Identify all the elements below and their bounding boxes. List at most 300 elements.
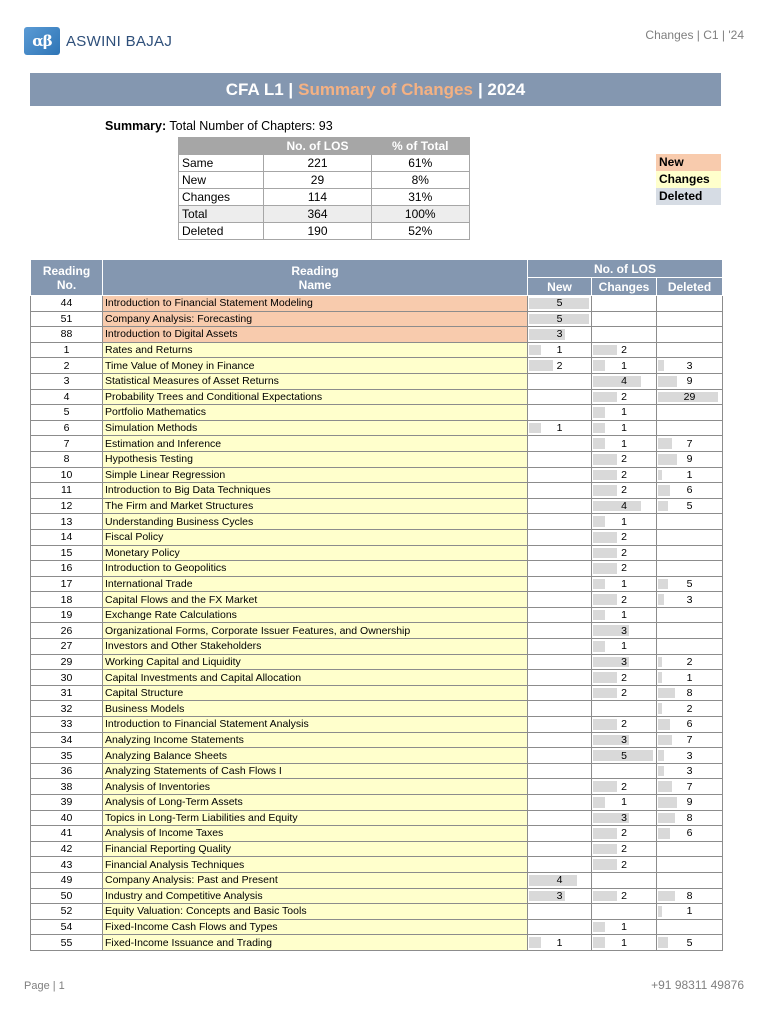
phone-number: +91 98311 49876 xyxy=(651,978,744,992)
los-deleted-value: 9 xyxy=(686,375,693,388)
reading-no: 15 xyxy=(31,545,103,561)
los-new-cell xyxy=(528,670,592,686)
table-row xyxy=(31,717,723,733)
logo-text: ASWINI BAJAJ xyxy=(66,32,173,50)
los-deleted-cell xyxy=(657,670,723,686)
los-deleted-cell xyxy=(657,342,723,358)
los-new-cell xyxy=(528,561,592,577)
reading-name: Statistical Measures of Asset Returns xyxy=(103,373,528,389)
reading-name: Introduction to Financial Statement Modeling xyxy=(103,296,528,312)
los-new-cell xyxy=(528,576,592,592)
data-bar xyxy=(529,937,541,948)
reading-no: 40 xyxy=(31,810,103,826)
los-new-value: 4 xyxy=(556,874,563,887)
summary-percent: 52% xyxy=(371,223,469,240)
los-new-cell xyxy=(528,763,592,779)
los-changes-cell xyxy=(592,514,657,530)
los-new-value: 3 xyxy=(556,328,563,341)
los-changes-cell xyxy=(592,607,657,623)
table-row xyxy=(31,919,723,935)
table-row xyxy=(31,514,723,530)
los-deleted-value: 3 xyxy=(686,749,693,762)
los-deleted-cell xyxy=(657,498,723,514)
table-row xyxy=(31,389,723,405)
summary-category: Deleted xyxy=(179,223,264,240)
los-new-cell xyxy=(528,607,592,623)
los-changes-cell xyxy=(592,576,657,592)
los-deleted-cell xyxy=(657,405,723,421)
los-changes-cell xyxy=(592,467,657,483)
los-changes-cell xyxy=(592,826,657,842)
color-legend xyxy=(656,154,721,205)
los-deleted-cell xyxy=(657,483,723,499)
los-deleted-value: 6 xyxy=(686,718,693,731)
los-changes-cell xyxy=(592,654,657,670)
los-deleted-cell xyxy=(657,592,723,608)
reading-no: 8 xyxy=(31,451,103,467)
los-changes-cell xyxy=(592,327,657,343)
los-deleted-cell xyxy=(657,545,723,561)
los-new-value: 1 xyxy=(556,936,563,949)
data-bar xyxy=(658,594,664,605)
los-changes-value: 3 xyxy=(621,624,627,637)
reading-name: Analysis of Long-Term Assets xyxy=(103,795,528,811)
summary-percent: 61% xyxy=(371,155,469,172)
reading-no: 55 xyxy=(31,935,103,951)
los-deleted-cell xyxy=(657,639,723,655)
summary-header xyxy=(179,138,264,155)
reading-name: Estimation and Inference xyxy=(103,436,528,452)
los-deleted-value: 6 xyxy=(686,484,693,497)
reading-name: Introduction to Geopolitics xyxy=(103,561,528,577)
reading-name: Investors and Other Stakeholders xyxy=(103,639,528,655)
los-new-cell xyxy=(528,732,592,748)
data-bar xyxy=(593,937,605,948)
reading-name: Monetary Policy xyxy=(103,545,528,561)
data-bar xyxy=(658,828,670,839)
los-deleted-cell xyxy=(657,420,723,436)
logo-mark-icon: αβ xyxy=(24,27,60,55)
los-changes-cell xyxy=(592,795,657,811)
reading-name: Financial Analysis Techniques xyxy=(103,857,528,873)
data-bar xyxy=(658,766,664,777)
table-row xyxy=(31,748,723,764)
table-row xyxy=(31,763,723,779)
los-deleted-cell xyxy=(657,872,723,888)
los-deleted-cell xyxy=(657,748,723,764)
los-changes-value: 2 xyxy=(621,390,627,403)
los-changes-value: 2 xyxy=(621,468,627,481)
reading-no: 31 xyxy=(31,685,103,701)
los-deleted-value: 1 xyxy=(686,468,693,481)
los-new-cell xyxy=(528,748,592,764)
los-changes-value: 1 xyxy=(621,921,627,934)
los-changes-value: 2 xyxy=(621,827,627,840)
table-row xyxy=(31,592,723,608)
data-bar xyxy=(658,454,677,465)
los-deleted-value: 9 xyxy=(686,453,693,466)
los-changes-cell xyxy=(592,701,657,717)
los-new-cell xyxy=(528,623,592,639)
data-bar xyxy=(593,610,605,621)
los-changes-cell xyxy=(592,670,657,686)
los-new-cell xyxy=(528,888,592,904)
reading-name: Capital Flows and the FX Market xyxy=(103,592,528,608)
los-new-cell xyxy=(528,685,592,701)
los-changes-value: 1 xyxy=(621,640,627,653)
data-bar xyxy=(658,672,662,683)
los-new-cell xyxy=(528,358,592,374)
los-new-cell xyxy=(528,467,592,483)
los-new-cell xyxy=(528,826,592,842)
header-changes: Changes xyxy=(592,278,657,296)
reading-no: 14 xyxy=(31,529,103,545)
los-new-cell xyxy=(528,420,592,436)
reading-no: 35 xyxy=(31,748,103,764)
legend-item-changes: Changes xyxy=(656,171,721,188)
los-new-cell xyxy=(528,779,592,795)
data-bar xyxy=(658,891,675,902)
los-changes-cell xyxy=(592,342,657,358)
summary-table xyxy=(178,137,470,240)
los-changes-value: 2 xyxy=(621,718,627,731)
los-new-cell xyxy=(528,327,592,343)
data-bar xyxy=(658,376,677,387)
los-deleted-value: 5 xyxy=(686,500,693,513)
reading-no: 16 xyxy=(31,561,103,577)
table-row xyxy=(31,935,723,951)
summary-los: 114 xyxy=(264,189,371,206)
reading-name: Equity Valuation: Concepts and Basic Tools xyxy=(103,904,528,920)
reading-no: 50 xyxy=(31,888,103,904)
data-bar xyxy=(593,548,617,559)
summary-row xyxy=(179,206,470,223)
los-changes-cell xyxy=(592,311,657,327)
reading-no: 52 xyxy=(31,904,103,920)
reading-name: Industry and Competitive Analysis xyxy=(103,888,528,904)
data-bar xyxy=(593,360,605,371)
los-changes-cell xyxy=(592,405,657,421)
data-bar xyxy=(593,376,641,387)
reading-no: 33 xyxy=(31,717,103,733)
los-changes-cell xyxy=(592,904,657,920)
reading-name: The Firm and Market Structures xyxy=(103,498,528,514)
reading-name: Analyzing Statements of Cash Flows I xyxy=(103,763,528,779)
reading-no: 4 xyxy=(31,389,103,405)
table-row xyxy=(31,904,723,920)
reading-name: Financial Reporting Quality xyxy=(103,841,528,857)
table-row xyxy=(31,561,723,577)
los-changes-cell xyxy=(592,592,657,608)
table-row xyxy=(31,358,723,374)
data-bar xyxy=(593,407,605,418)
los-changes-cell xyxy=(592,498,657,514)
data-bar xyxy=(658,750,664,761)
data-bar xyxy=(658,797,677,808)
table-row xyxy=(31,623,723,639)
los-new-value: 5 xyxy=(556,297,563,310)
summary-header: % of Total xyxy=(371,138,469,155)
los-changes-cell xyxy=(592,296,657,312)
table-row xyxy=(31,639,723,655)
data-bar xyxy=(593,781,617,792)
header-no-of-los: No. of LOS xyxy=(528,260,723,278)
table-row xyxy=(31,857,723,873)
los-changes-cell xyxy=(592,420,657,436)
data-bar xyxy=(658,813,675,824)
reading-no: 17 xyxy=(31,576,103,592)
brand-logo xyxy=(24,27,172,55)
los-deleted-value: 5 xyxy=(686,936,693,949)
reading-name: Fixed-Income Cash Flows and Types xyxy=(103,919,528,935)
reading-name: Portfolio Mathematics xyxy=(103,405,528,421)
los-changes-cell xyxy=(592,888,657,904)
reading-no: 5 xyxy=(31,405,103,421)
table-row xyxy=(31,888,723,904)
reading-no: 41 xyxy=(31,826,103,842)
summary-category: Same xyxy=(179,155,264,172)
los-new-value: 1 xyxy=(556,344,563,357)
data-bar xyxy=(658,657,662,668)
data-bar xyxy=(593,454,617,465)
los-changes-value: 1 xyxy=(621,577,627,590)
los-deleted-cell xyxy=(657,654,723,670)
reading-no: 18 xyxy=(31,592,103,608)
data-bar xyxy=(529,875,577,886)
los-new-cell xyxy=(528,342,592,358)
los-new-cell xyxy=(528,373,592,389)
reading-name: Simple Linear Regression xyxy=(103,467,528,483)
los-changes-value: 2 xyxy=(621,858,627,871)
reading-name: Simulation Methods xyxy=(103,420,528,436)
header-tag: Changes | C1 | '24 xyxy=(645,28,744,42)
data-bar xyxy=(593,392,617,403)
summary-row xyxy=(179,172,470,189)
title-part1: CFA L1 | xyxy=(225,79,294,99)
los-deleted-cell xyxy=(657,311,723,327)
los-changes-cell xyxy=(592,779,657,795)
summary-label: Summary: xyxy=(105,119,167,133)
los-deleted-value: 3 xyxy=(686,593,693,606)
reading-no: 7 xyxy=(31,436,103,452)
data-bar xyxy=(658,937,668,948)
summary-los: 29 xyxy=(264,172,371,189)
los-deleted-cell xyxy=(657,779,723,795)
los-deleted-value: 1 xyxy=(686,671,693,684)
los-deleted-cell xyxy=(657,389,723,405)
data-bar xyxy=(593,859,617,870)
table-row xyxy=(31,779,723,795)
reading-name: Analyzing Income Statements xyxy=(103,732,528,748)
reading-no: 3 xyxy=(31,373,103,389)
reading-no: 49 xyxy=(31,872,103,888)
los-new-cell xyxy=(528,436,592,452)
los-deleted-cell xyxy=(657,561,723,577)
los-deleted-cell xyxy=(657,857,723,873)
los-deleted-cell xyxy=(657,935,723,951)
reading-name: Company Analysis: Past and Present xyxy=(103,872,528,888)
data-bar xyxy=(658,719,670,730)
los-deleted-cell xyxy=(657,373,723,389)
los-deleted-value: 8 xyxy=(686,687,693,700)
header-reading-no: Reading No. xyxy=(31,260,103,296)
summary-los: 190 xyxy=(264,223,371,240)
table-row xyxy=(31,841,723,857)
table-row xyxy=(31,654,723,670)
los-changes-cell xyxy=(592,841,657,857)
los-changes-value: 2 xyxy=(621,453,627,466)
reading-name: Rates and Returns xyxy=(103,342,528,358)
los-deleted-value: 2 xyxy=(686,702,693,715)
table-row xyxy=(31,420,723,436)
los-deleted-cell xyxy=(657,529,723,545)
table-row xyxy=(31,467,723,483)
los-new-cell xyxy=(528,405,592,421)
reading-name: Organizational Forms, Corporate Issuer Features, and Ownership xyxy=(103,623,528,639)
los-new-cell xyxy=(528,857,592,873)
los-changes-value: 2 xyxy=(621,889,627,902)
data-bar xyxy=(593,501,641,512)
reading-name: Understanding Business Cycles xyxy=(103,514,528,530)
los-changes-value: 2 xyxy=(621,562,627,575)
data-bar xyxy=(658,688,675,699)
reading-name: Fixed-Income Issuance and Trading xyxy=(103,935,528,951)
title-part3: | 2024 xyxy=(477,79,526,99)
los-deleted-value: 2 xyxy=(686,655,693,668)
table-row xyxy=(31,795,723,811)
reading-no: 19 xyxy=(31,607,103,623)
los-changes-cell xyxy=(592,935,657,951)
reading-no: 36 xyxy=(31,763,103,779)
los-new-cell xyxy=(528,810,592,826)
table-row xyxy=(31,607,723,623)
los-new-cell xyxy=(528,451,592,467)
los-changes-cell xyxy=(592,763,657,779)
los-deleted-value: 9 xyxy=(686,796,693,809)
summary-los: 221 xyxy=(264,155,371,172)
los-changes-value: 2 xyxy=(621,344,627,357)
reading-name: Probability Trees and Conditional Expectations xyxy=(103,389,528,405)
summary-row xyxy=(179,189,470,206)
los-changes-cell xyxy=(592,529,657,545)
los-deleted-value: 29 xyxy=(683,390,696,403)
los-new-cell xyxy=(528,311,592,327)
reading-no: 32 xyxy=(31,701,103,717)
data-bar xyxy=(529,345,541,356)
data-bar xyxy=(593,672,617,683)
los-new-cell xyxy=(528,514,592,530)
los-deleted-cell xyxy=(657,732,723,748)
los-new-cell xyxy=(528,389,592,405)
reading-no: 38 xyxy=(31,779,103,795)
data-bar xyxy=(593,345,617,356)
summary-los: 364 xyxy=(264,206,371,223)
los-changes-value: 2 xyxy=(621,546,627,559)
data-bar xyxy=(658,501,668,512)
reading-no: 26 xyxy=(31,623,103,639)
los-changes-cell xyxy=(592,483,657,499)
los-changes-value: 1 xyxy=(621,437,627,450)
table-row xyxy=(31,701,723,717)
data-bar xyxy=(593,594,617,605)
los-deleted-cell xyxy=(657,296,723,312)
reading-no: 10 xyxy=(31,467,103,483)
data-bar xyxy=(593,922,605,933)
los-changes-value: 1 xyxy=(621,796,627,809)
los-deleted-value: 7 xyxy=(686,733,693,746)
los-changes-cell xyxy=(592,872,657,888)
data-bar xyxy=(593,423,605,434)
data-bar xyxy=(658,470,662,481)
los-changes-value: 4 xyxy=(621,375,627,388)
summary-row xyxy=(179,155,470,172)
los-new-cell xyxy=(528,935,592,951)
legend-item-new: New xyxy=(656,154,721,171)
table-row xyxy=(31,810,723,826)
los-changes-value: 2 xyxy=(621,531,627,544)
data-bar xyxy=(593,844,617,855)
los-deleted-value: 3 xyxy=(686,359,693,372)
summary-category: Changes xyxy=(179,189,264,206)
reading-no: 44 xyxy=(31,296,103,312)
los-deleted-cell xyxy=(657,327,723,343)
los-deleted-cell xyxy=(657,826,723,842)
los-new-cell xyxy=(528,841,592,857)
los-changes-value: 4 xyxy=(621,500,627,513)
los-new-cell xyxy=(528,795,592,811)
los-new-cell xyxy=(528,701,592,717)
page-title xyxy=(30,73,721,106)
los-changes-value: 2 xyxy=(621,780,627,793)
reading-name: International Trade xyxy=(103,576,528,592)
los-new-cell xyxy=(528,498,592,514)
reading-no: 34 xyxy=(31,732,103,748)
los-deleted-value: 1 xyxy=(686,905,693,918)
data-bar xyxy=(593,719,617,730)
los-deleted-cell xyxy=(657,576,723,592)
table-row xyxy=(31,826,723,842)
los-changes-cell xyxy=(592,717,657,733)
los-changes-cell xyxy=(592,639,657,655)
reading-name: Working Capital and Liquidity xyxy=(103,654,528,670)
reading-name: Capital Investments and Capital Allocation xyxy=(103,670,528,686)
los-changes-cell xyxy=(592,685,657,701)
table-row xyxy=(31,311,723,327)
data-bar xyxy=(529,360,553,371)
los-deleted-cell xyxy=(657,514,723,530)
reading-no: 13 xyxy=(31,514,103,530)
header-new: New xyxy=(528,278,592,296)
los-deleted-value: 7 xyxy=(686,780,693,793)
reading-no: 42 xyxy=(31,841,103,857)
los-changes-value: 2 xyxy=(621,484,627,497)
data-bar xyxy=(658,703,662,714)
data-bar xyxy=(593,485,617,496)
table-row xyxy=(31,405,723,421)
table-row xyxy=(31,451,723,467)
los-deleted-cell xyxy=(657,919,723,935)
los-new-cell xyxy=(528,529,592,545)
readings-table xyxy=(30,259,723,951)
summary-percent: 8% xyxy=(371,172,469,189)
table-row xyxy=(31,545,723,561)
los-deleted-cell xyxy=(657,467,723,483)
los-changes-value: 1 xyxy=(621,515,627,528)
summary-category: Total xyxy=(179,206,264,223)
reading-no: 1 xyxy=(31,342,103,358)
los-new-cell xyxy=(528,592,592,608)
summary-text: Total Number of Chapters: 93 xyxy=(169,119,333,133)
